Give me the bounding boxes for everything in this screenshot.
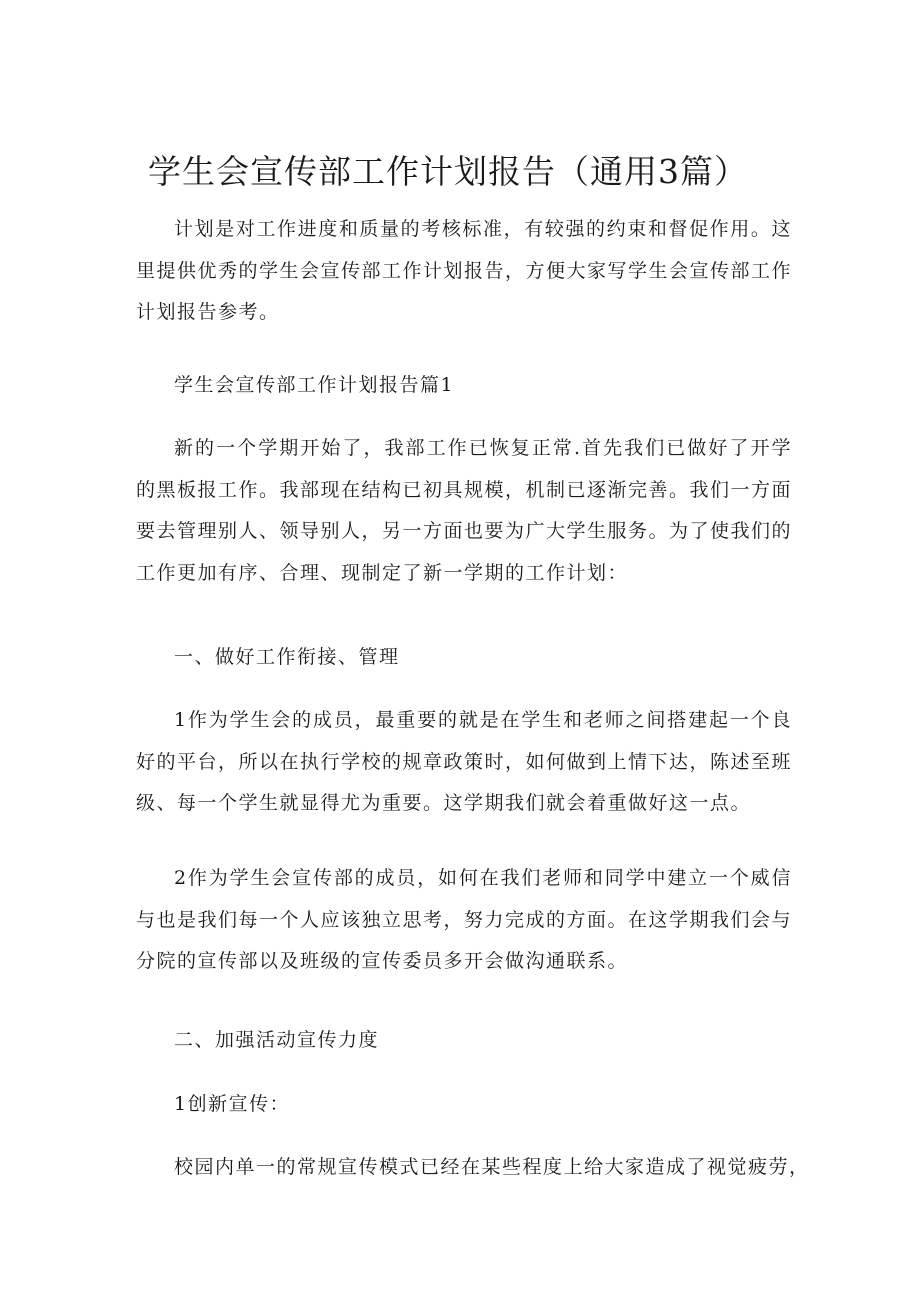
item-two-1-title: 1创新宣传： xyxy=(174,1093,291,1115)
intro-paragraph: 计划是对工作进度和质量的考核标准，有较强的约束和督促作用。这里提供优秀的学生会宣传部工作计划报告，方便大家写学生会宣传部工作计划报告参考。 xyxy=(136,218,793,323)
item-two-1-text: 校园内单一的常规宣传模式已经在某些程度上给大家造成了视觉疲劳， xyxy=(174,1156,810,1178)
section-heading: 学生会宣传部工作计划报告篇1 xyxy=(174,374,455,396)
item-one-2-paragraph: 2作为学生会宣传部的成员，如何在我们老师和同学中建立一个威信与也是我们每一个人应该独立思考，努力完成的方面。在这学期我们会与分院的宣传部以及班级的宣传委员多开会做沟通联系。 xyxy=(136,867,793,972)
heading-two: 二、加强活动宣传力度 xyxy=(174,1029,380,1051)
opening-paragraph: 新的一个学期开始了，我部工作已恢复正常.首先我们已做好了开学的黑板报工作。我部现在结构已初具规模，机制已逐渐完善。我们一方面要去管理别人、领导别人，另一方面也要为广大学生服务。为了使我们的工作更加有序、合理、现制定了新一学期的工作计划： xyxy=(136,437,793,584)
document-title: 学生会宣传部工作计划报告（通用3篇） xyxy=(148,152,748,191)
item-one-1-paragraph: 1作为学生会的成员，最重要的就是在学生和老师之间搭建起一个良好的平台，所以在执行学校的规章政策时，如何做到上情下达，陈述至班级、每一个学生就显得尤为重要。这学期我们就会着重做好这一点。 xyxy=(136,709,793,814)
heading-one: 一、做好工作衔接、管理 xyxy=(174,646,400,668)
